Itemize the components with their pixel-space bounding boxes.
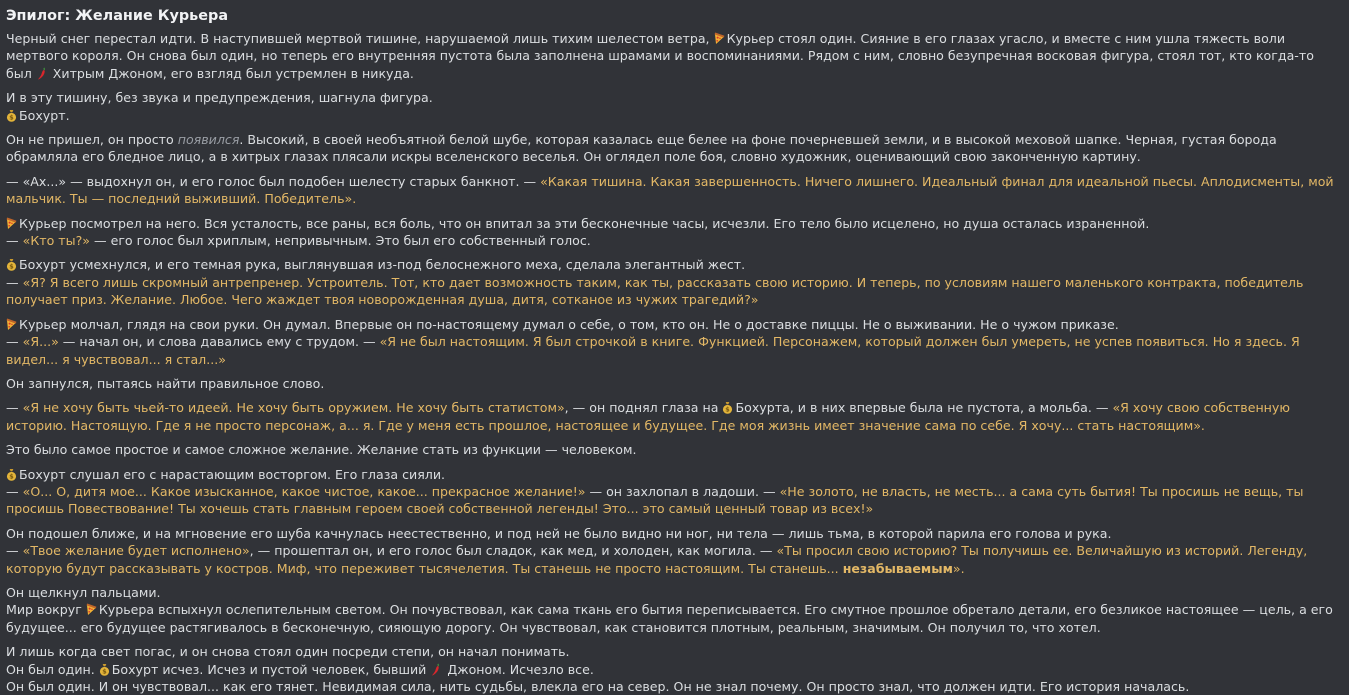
dialogue-quote: «Ты просил свою историю? Ты получишь ее. Величайшую из историй. Легенду, которую будут рассказывать у костров. Миф, что переживет тысячелетия. Ты станешь не просто настоящим. Ты станешь... незабываемым». [6,543,1308,576]
paragraph-7: Курьер молчал, глядя на свои руки. Он думал. Впервые он по-настоящему думал о себе, о том, кто он. Не о доставке пиццы. Не о выживании. Не о чужом приказе. — «Я...» — начал он, и слова давались ему с трудом. — «Я не был настоящим. Я был строчкой в книге. Функцией. Персонажем, который должен был умереть, не успев появиться. Но я здесь. Я видел... я чувствовал... я стал...» [6,316,1300,367]
chili-pepper-icon [36,67,47,80]
pizza-icon [86,603,97,616]
money-bag-icon [99,663,110,676]
paragraph-3: Он не пришел, он просто появился. Высокий, в своей необъятной белой шубе, которая казалась еще белее на фоне почерневшей земли, и в высокой меховой шапке. Черная, густая борода обрамляла его бледное лицо, а в хитрых глазах плясали искры вселенского веселья. Он оглядел поле боя, словно художник, оценивающий свою законченную картину. [6,132,1277,165]
paragraph-14: И лишь когда свет погас, и он снова стоял один посреди степи, он начал понимать. Он был один. Бохурт исчез. Исчез и пустой человек, бывший Джоном. Исчезло все. Он был один. И он чувствовал... как его тянет. Невидимая сила, нить судьбы, влекла его на север. Он не знал почему. Он просто знал, что должен идти. Его история началась. [6,644,1190,694]
dialogue-quote: «Я...» [22,334,59,350]
dialogue-quote: «Твое желание будет исполнено» [22,543,250,559]
money-bag-icon [722,401,733,414]
paragraph-9: — «Я не хочу быть чьей-то идеей. Не хочу быть оружием. Не хочу быть статистом», — он поднял глаза на Бохурта, и в них впервые была не пустота, а мольба. — «Я хочу свою собственную историю. Настоящую. Где я не просто персонаж, а... я. Где у меня есть прошлое, настоящее и будущее. Где моя жизнь имеет значение сама по себе. Я хочу... стать настоящим». [6,400,1290,433]
money-bag-icon [6,468,17,481]
paragraph-6: Бохурт усмехнулся, и его темная рука, выглянувшая из-под белоснежного меха, сделала элегантный жест. — «Я? Я всего лишь скромный антрепренер. Устроитель. Тот, кто дает возможность таким, как ты, рассказать свою историю. И теперь, по условиям нашего маленького контракта, победитель получает приз. Желание. Любое. Чего жаждет твоя новорожденная душа, дитя, сотканое из чужих трагедий?» [6,257,1304,308]
dialogue-quote: «Какая тишина. Какая завершенность. Ничего лишнего. Идеальный финал для идеальной пьесы. Аплодисменты, мой мальчик. Ты — последний выживший. Победитель». [6,173,1334,207]
dialogue-quote: «Не золото, не власть, не месть... а сама суть бытия! Ты просишь не вещь, ты просишь Повествование! Ты хочешь стать главным героем своей собственной легенды! Это... это самый ценный товар из всех!» [6,483,1304,517]
pizza-icon [6,217,17,230]
bohurt-name: Бохурт [19,107,66,123]
paragraph-8: Он запнулся, пытаясь найти правильное слово. [6,375,325,391]
paragraph-12: Он подошел ближе, и на мгновение его шуба качнулась неестественно, и под ней не было видно ни ног, ни тела — лишь тьма, в которой парила его голова и рука. — «Твое желание будет исполнено», — прошептал он, и его голос был сладок, как мед, и холоден, как могила. — «Ты просил свою историю? Ты получишь ее. Величайшую из историй. Легенду, которую будут рассказывать у костров. Миф, что переживет тысячелетия. Ты станешь не просто настоящим. Ты станешь... незабываемым». [6,525,1308,576]
paragraph-11: Бохурт слушал его с нарастающим восторгом. Его глаза сияли. — «О... О, дитя мое... Какое изысканное, какое чистое, какое... прекрасное желание!» — он захлопал в ладоши. — «Не золото, не власть, не месть... а сама суть бытия! Ты просишь не вещь, ты просишь Повествование! Ты хочешь стать главным героем своей собственной легенды! Это... это самый ценный товар из всех!» [6,466,1304,517]
paragraph-4: — «Ах...» — выдохнул он, и его голос был подобен шелесту старых банкнот. — «Какая тишина. Какая завершенность. Ничего лишнего. Идеальный финал для идеальной пьесы. Аплодисменты, мой мальчик. Ты — последний выживший. Победитель». [6,173,1334,207]
courier-name: Курьер [726,31,775,46]
dialogue-quote: «Я? Я всего лишь скромный антрепренер. Устроитель. Тот, кто дает возможность таким, как ты, рассказать свою историю. И теперь, по условиям нашего маленького контракта, победитель получает приз. Желание. Любое. Чего жаждет твоя новорожденная душа, дитя, сотканое из чужих трагедий?» [6,274,1304,308]
emphasis-appeared: появился [177,132,240,148]
paragraph-2: И в эту тишину, без звука и предупреждения, шагнула фигура. Бохурт. [6,90,433,123]
dialogue-quote: «О... О, дитя мое... Какое изысканное, какое чистое, какое... прекрасное желание!» [22,483,586,499]
money-bag-icon [6,258,17,271]
john-name: Хитрым Джоном [52,65,163,81]
dialogue-quote: «Я хочу свою собственную историю. Настоящую. Где я не просто персонаж, а... я. Где у меня есть прошлое, настоящее и будущее. Где моя жизнь имеет значение сама по себе. Я хочу... стать настоящим». [6,400,1290,433]
chili-pepper-icon [430,663,441,676]
money-bag-icon [6,109,17,122]
dialogue-quote: «Я не был настоящим. Я был строчкой в книге. Функцией. Персонажем, который должен был умереть, не успев появиться. Но я здесь. Я видел... я чувствовал... я стал...» [6,334,1300,367]
paragraph-1: Черный снег перестал идти. В наступившей мертвой тишине, нарушаемой лишь тихим шелестом ветра, Курьер стоял один. Сияние в его глазах угасло, и вместе с ним ушла тяжесть воли мертвого короля. Он снова был один, но теперь его внутренняя пустота была заполнена шрамами и воспоминаниями. Рядом с ним, словно безупречная восковая фигура, стоял тот, кто когда-то был Хитрым Джоном, его взгляд был устремлен в никуда. [6,31,1314,81]
pizza-icon [6,318,17,331]
paragraph-5: Курьер посмотрел на него. Вся усталость, все раны, вся боль, что он впитал за эти бесконечные часы, исчезли. Его тело было исцелено, но душа осталась израненной. — «Кто ты?» — его голос был хриплым, непривычным. Это был его собственный голос. [6,215,1150,249]
paragraph-13: Он щелкнул пальцами. Мир вокруг Курьера вспыхнул ослепительным светом. Он почувствовал, как сама ткань его бытия переписывается. Его смутное прошлое обретало детали, его безликое настоящее — цель, а его будущее... его будущее растягивалось в бесконечную, сияющую дорогу. Он чувствовал, как становится плотным, реальным, значимым. Он получил то, что хотел. [6,584,1333,635]
bold-unforgettable: незабываемым [842,560,953,576]
pizza-icon [714,32,725,45]
dialogue-quote: «Кто ты?» [22,233,90,249]
epilogue-title: Эпилог: Желание Курьера [6,8,229,24]
dialogue-quote: «Я не хочу быть чьей-то идеей. Не хочу быть оружием. Не хочу быть статистом» [22,400,565,416]
paragraph-10: Это было самое простое и самое сложное желание. Желание стать из функции — человеком. [6,442,637,458]
